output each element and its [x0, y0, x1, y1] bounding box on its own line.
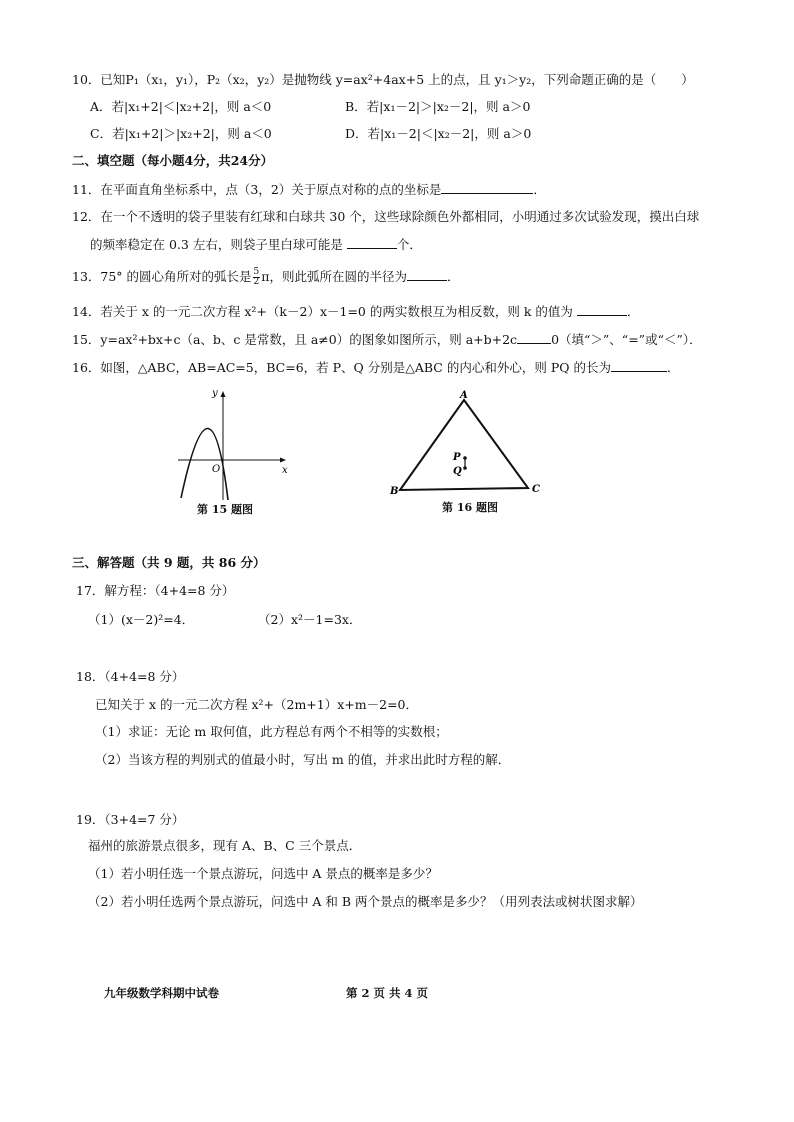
q18-stem: 已知关于 x 的一元二次方程 x²+（2m+1）x+m－2=0．	[95, 697, 418, 712]
q11-answer-blank[interactable]	[441, 181, 533, 194]
q15-pre: 15．y=ax²+bx+c（a、b、c 是常数，且 a≠0）的图象如图所示，则 a+b+2c	[72, 332, 518, 347]
point-q	[463, 466, 467, 470]
q13-fraction	[253, 268, 261, 287]
q13	[72, 268, 460, 287]
q13-pre: 13．75° 的圆心角所对的弧长是	[72, 269, 252, 284]
footer-page-number: 第 2 页 共 4 页	[346, 986, 429, 1000]
x-axis-arrow-icon	[280, 458, 286, 463]
q13-post: ，则此弧所在圆的半径为	[269, 269, 408, 284]
q18-part2: （2）当该方程的判别式的值最小时，写出 m 的值，并求出此时方程的解．	[95, 752, 511, 767]
q15-post: 0（填“＞”、“=”或“＜”）．	[551, 332, 702, 347]
q16-answer-blank[interactable]	[611, 359, 667, 372]
q15	[72, 331, 702, 348]
fig16-label-q: Q	[453, 466, 462, 477]
parabola-curve	[181, 428, 228, 500]
q19-head: 19．（3+4=7 分）	[76, 812, 185, 827]
y-axis-arrow-icon	[221, 391, 226, 397]
fig15-x-label: x	[282, 465, 288, 476]
fig15-origin-label: O	[212, 464, 221, 475]
q14-text: 14．若关于 x 的一元二次方程 x²+（k－2）x－1=0 的两实数根互为相反数，则 k 的值为	[72, 304, 573, 319]
q13-answer-blank[interactable]	[407, 268, 447, 281]
q10-stem: 10．已知P₁（x₁，y₁），P₂（x₂，y₂）是抛物线 y=ax²+4ax+5 上的点，且 y₁＞y₂，下列命题正确的是（ ）	[72, 72, 694, 87]
q15-answer-blank[interactable]	[517, 331, 551, 344]
q14-tail: ．	[626, 304, 640, 319]
section2-title: 二、填空题（每小题4分，共24分）	[72, 153, 274, 168]
q13-pi: π	[261, 269, 270, 284]
figure-16-triangle	[388, 388, 548, 503]
q19-part2: （2）若小明任选两个景点游玩，问选中 A 和 B 两个景点的概率是多少？（用列表法或树状图求解）	[88, 894, 643, 909]
q11-text: 11．在平面直角坐标系中，点（3，2）关于原点对称的点的坐标是	[72, 182, 442, 197]
fig16-label-p: P	[453, 452, 461, 463]
fig16-label-a: A	[460, 390, 468, 401]
q17-part1: （1）(x－2)²=4．	[88, 612, 195, 627]
fig16-caption: 第 16 题图	[442, 501, 498, 514]
fig16-label-c: C	[532, 484, 540, 495]
q13-frac-num: 5	[253, 267, 260, 277]
q16-tail: ．	[666, 360, 680, 375]
q18-head: 18．（4+4=8 分）	[76, 669, 185, 684]
q12-line1: 12．在一个不透明的袋子里装有红球和白球共 30 个，这些球除颜色外都相同，小明通过多次试验发现，摸出白球	[72, 209, 700, 224]
q12-line2	[90, 236, 422, 253]
fig15-y-label: y	[212, 388, 218, 399]
fig15-caption: 第 15 题图	[197, 503, 253, 516]
q10-option-b: B．若|x₁－2|＞|x₂－2|，则 a＞0	[345, 99, 531, 114]
q18-part1: （1）求证：无论 m 取何值，此方程总有两个不相等的实数根；	[95, 724, 448, 739]
q10-option-c: C．若|x₁+2|＞|x₂+2|，则 a＜0	[90, 126, 272, 141]
q10-option-d: D．若|x₁－2|＜|x₂－2|，则 a＞0	[345, 126, 532, 141]
footer-left: 九年级数学科期中试卷	[104, 986, 219, 1000]
q14-answer-blank[interactable]	[577, 303, 627, 316]
q12-line2-pre: 的频率稳定在 0.3 左右，则袋子里白球可能是	[90, 237, 343, 252]
q16	[72, 359, 679, 376]
q19-part1: （1）若小明任选一个景点游玩，问选中 A 景点的概率是多少？	[88, 866, 438, 881]
q13-frac-den: 2	[253, 277, 260, 287]
figure-15-parabola	[168, 388, 298, 508]
q17-part2: （2）x²－1=3x．	[258, 612, 362, 627]
q12-answer-blank[interactable]	[347, 236, 397, 249]
q14	[72, 303, 639, 320]
section3-title: 三、解答题（共 9 题，共 86 分）	[72, 555, 266, 570]
q19-stem: 福州的旅游景点很多，现有 A、B、C 三个景点．	[88, 838, 362, 853]
q10-option-a: A．若|x₁+2|＜|x₂+2|，则 a＜0	[90, 99, 272, 114]
q16-text: 16．如图，△ABC，AB=AC=5，BC=6，若 P、Q 分别是△ABC 的内心和外心，则 PQ 的长为	[72, 360, 611, 375]
q13-tail: ．	[447, 269, 460, 284]
q11-tail: ．	[533, 182, 546, 197]
point-p	[463, 456, 467, 460]
q17-head: 17．解方程：（4+4=8 分）	[76, 583, 235, 598]
q11	[72, 181, 546, 198]
fig16-label-b: B	[390, 486, 399, 497]
triangle-abc	[400, 400, 528, 490]
q12-line2-post: 个．	[396, 237, 422, 252]
